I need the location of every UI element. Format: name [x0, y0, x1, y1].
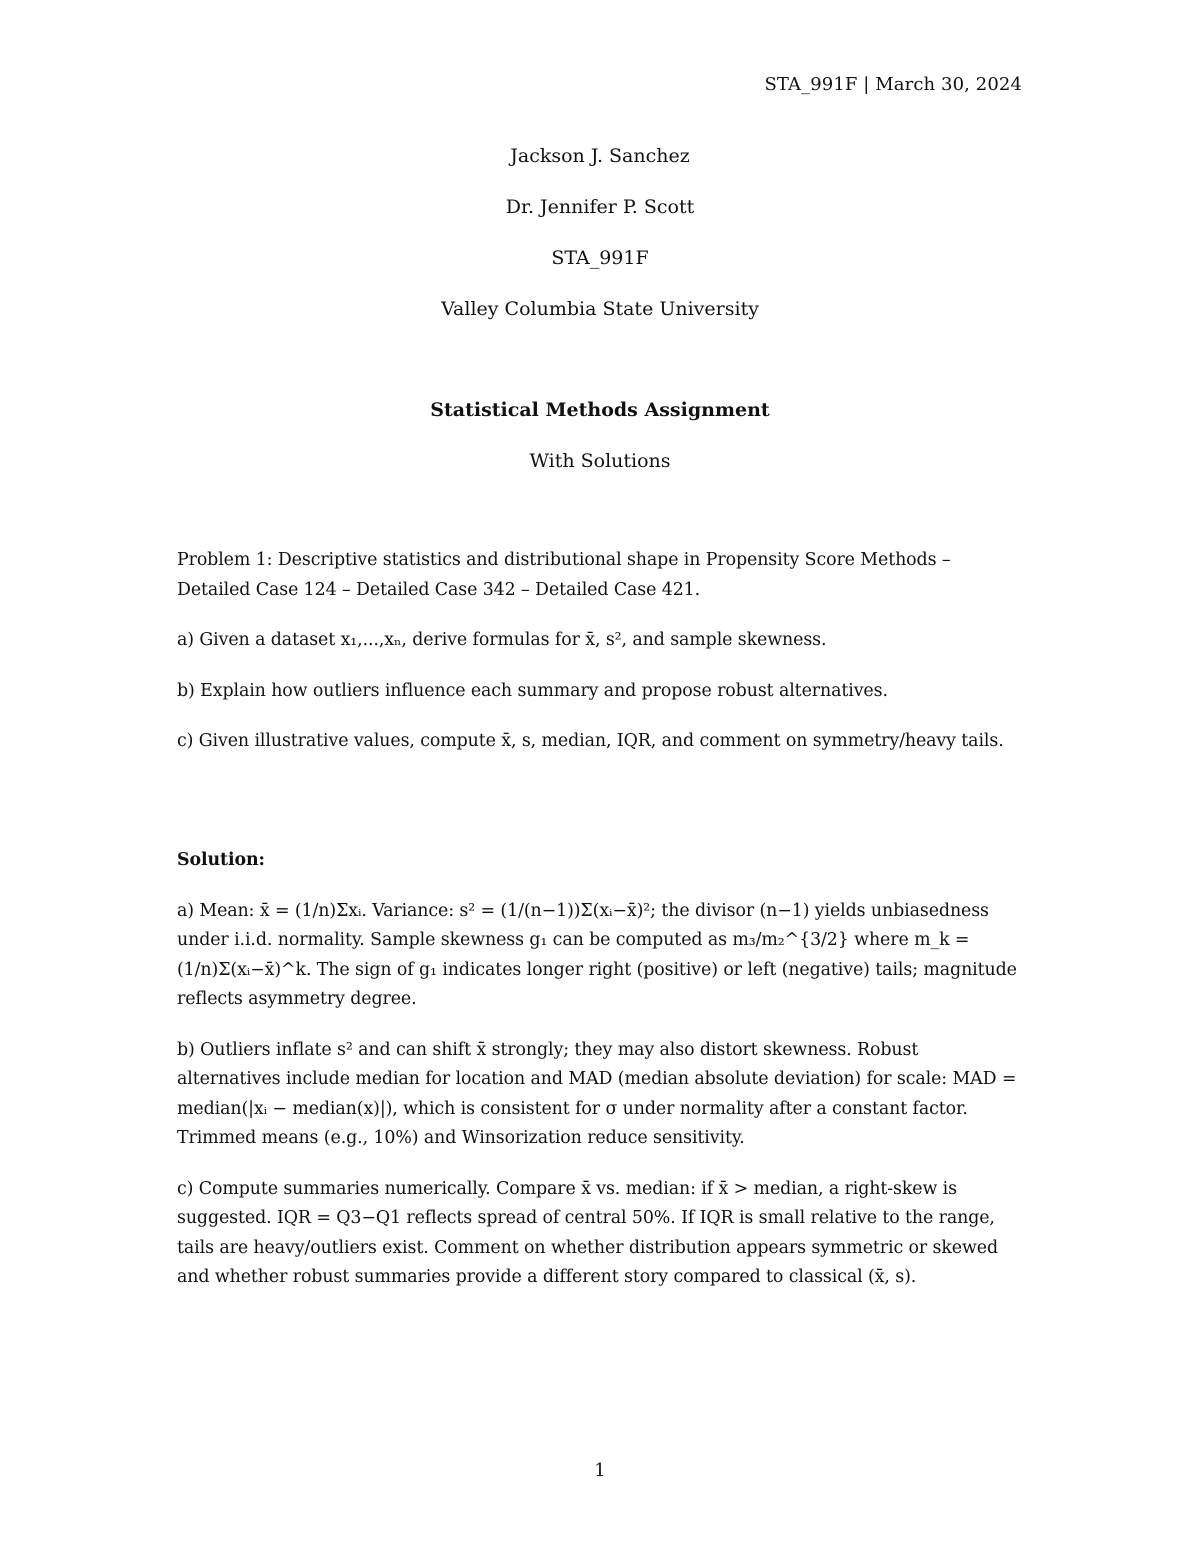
problem-section [177, 546, 1023, 757]
problem-part-c: c) Given illustrative values, compute x̄, s, median, IQR, and comment on symmetry/heavy tails. [177, 731, 1004, 751]
running-header: STA_991F | March 30, 2024 [764, 74, 1022, 95]
page-number: 1 [594, 1460, 606, 1481]
problem-part-a: a) Given a dataset x₁,...,xₙ, derive formulas for x̄, s², and sample skewness. [177, 630, 827, 650]
solution-part-b: b) Outliers inflate s² and can shift x̄ strongly; they may also distort skewness. Robust alternatives include median for location and MAD (median absolute deviation) for scale: MAD = median(|xᵢ − median(x)|), which is consistent for σ under normality after a constant factor. Trimmed means (e.g., 10%) and Winsorization reduce sensitivity. [177, 1039, 1017, 1148]
course-code: STA_991F [551, 247, 649, 269]
problem-statement: Problem 1: Descriptive statistics and distributional shape in Propensity Score Methods – Detailed Case 124 – Detailed Case 342 – Detailed Case 421. [177, 550, 951, 600]
problem-part-b: b) Explain how outliers influence each summary and propose robust alternatives. [177, 680, 888, 701]
solution-part-c: c) Compute summaries numerically. Compare x̄ vs. median: if x̄ > median, a right-skew is suggested. IQR = Q3−Q1 reflects spread of central 50%. If IQR is small relative to the range, tails are heavy/outliers exist. Comment on whether distribution appears symmetric or skewed and whether robust summaries provide a different story compared to classical (x̄, s). [177, 1178, 998, 1287]
instructor-name: Dr. Jennifer P. Scott [505, 196, 695, 218]
solution-section [177, 846, 1023, 1293]
solution-heading: Solution: [177, 850, 265, 870]
author-name: Jackson J. Sanchez [510, 145, 690, 167]
document-subtitle: With Solutions [529, 450, 671, 472]
document-title: Statistical Methods Assignment [430, 399, 770, 421]
solution-part-a: a) Mean: x̄ = (1/n)Σxᵢ. Variance: s² = (1/(n−1))Σ(xᵢ−x̄)²; the divisor (n−1) yields unbiasedness under i.i.d. normality. Sample skewness g₁ can be computed as m₃/m₂^{3/2} where m_k = (1/n)Σ(xᵢ−x̄)^k. The sign of g₁ indicates longer right (positive) or left (negative) tails; magnitude reflects asymmetry degree. [177, 900, 1017, 1009]
university-name: Valley Columbia State University [441, 298, 759, 320]
